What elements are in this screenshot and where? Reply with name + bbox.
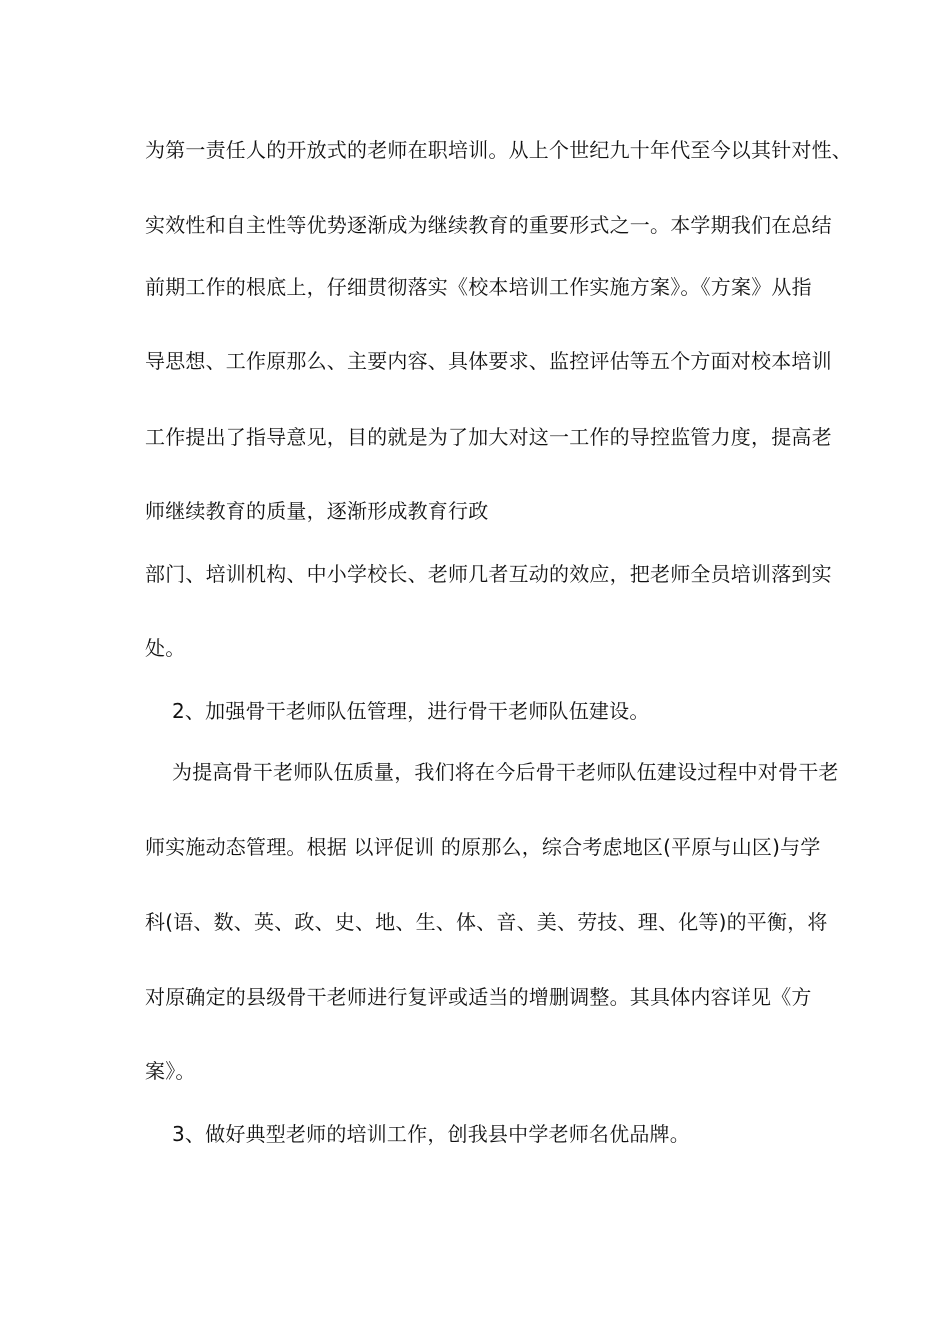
section-heading-3: 3、做好典型老师的培训工作，创我县中学老师名优品牌。 [172, 1122, 690, 1146]
text-line-11: 师实施动态管理。根据 以评促训 的原那么，综合考虑地区(平原与山区)与学 [145, 835, 821, 859]
text-line-6: 师继续教育的质量，逐渐形成教育行政 [145, 499, 489, 523]
text-line-4: 导思想、工作原那么、主要内容、具体要求、监控评估等五个方面对校本培训 [145, 349, 832, 373]
text-line-14: 案》。 [145, 1059, 196, 1083]
text-line-13: 对原确定的县级骨干老师进行复评或适当的增删调整。其具体内容详见《方 [145, 985, 812, 1009]
text-line-12: 科(语、数、英、政、史、地、生、体、音、美、劳技、理、化等)的平衡，将 [145, 910, 828, 934]
text-line-3: 前期工作的根底上，仔细贯彻落实《校本培训工作实施方案》。《方案》从指 [145, 275, 812, 299]
text-line-8: 处。 [145, 636, 186, 660]
section-heading-2: 2、加强骨干老师队伍管理，进行骨干老师队伍建设。 [172, 699, 650, 723]
text-line-10: 为提高骨干老师队伍质量，我们将在今后骨干老师队伍建设过程中对骨干老 [172, 760, 839, 784]
text-line-5: 工作提出了指导意见，目的就是为了加大对这一工作的导控监管力度，提高老 [145, 425, 832, 449]
text-line-7: 部门、培训机构、中小学校长、老师几者互动的效应，把老师全员培训落到实 [145, 562, 832, 586]
text-line-2: 实效性和自主性等优势逐渐成为继续教育的重要形式之一。本学期我们在总结 [145, 213, 832, 237]
text-line-1: 为第一责任人的开放式的老师在职培训。从上个世纪九十年代至今以其针对性、 [145, 138, 852, 162]
